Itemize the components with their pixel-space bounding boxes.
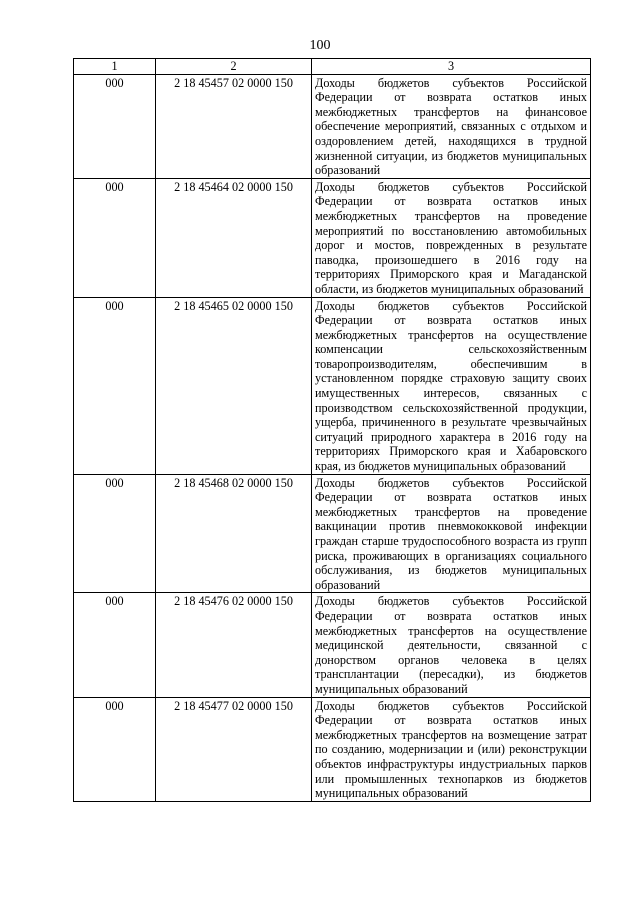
description-cell: Доходы бюджетов субъектов Российской Федерации от возврата остатков иных межбюджетных трансфертов на проведение мероприятий по восстановлению автомобильных дорог и мостов, поврежденных в результате паводка, произошедшего в 2016 году на территориях Приморского края и Магаданской области, из бюджетов муниципальных образований <box>312 178 591 297</box>
column-header-2: 2 <box>156 59 312 75</box>
description-cell: Доходы бюджетов субъектов Российской Федерации от возврата остатков иных межбюджетных трансфертов на осуществление компенсации сельскохозяйственным товаропроизводителям, обеспечившим в установленном порядке страховую защиту своих имущественных интересов, связанных с производством сельскохозяйственной продукции, ущерба, причиненного в результате чрезвычайных ситуаций природного характера в 2016 году на территориях Приморского края и Хабаровского края, из бюджетов муниципальных образований <box>312 297 591 474</box>
revenue-code-cell: 2 18 45465 02 0000 150 <box>156 297 312 474</box>
table-row <box>74 697 591 801</box>
budget-revenue-table <box>73 58 591 802</box>
column-header-3: 3 <box>312 59 591 75</box>
table-row <box>74 178 591 297</box>
description-cell: Доходы бюджетов субъектов Российской Федерации от возврата остатков иных межбюджетных трансфертов на финансовое обеспечение мероприятий, связанных с отдыхом и оздоровлением детей, находящихся в трудной жизненной ситуации, из бюджетов муниципальных образований <box>312 74 591 178</box>
admin-code-cell: 000 <box>74 74 156 178</box>
revenue-code-cell: 2 18 45476 02 0000 150 <box>156 593 312 697</box>
table-row <box>74 74 591 178</box>
revenue-code-cell: 2 18 45477 02 0000 150 <box>156 697 312 801</box>
admin-code-cell: 000 <box>74 697 156 801</box>
revenue-code-cell: 2 18 45457 02 0000 150 <box>156 74 312 178</box>
description-cell: Доходы бюджетов субъектов Российской Федерации от возврата остатков иных межбюджетных трансфертов на осуществление медицинской деятельности, связанной с донорством органов человека в целях трансплантации (пересадки), из бюджетов муниципальных образований <box>312 593 591 697</box>
table-header-row <box>74 59 591 75</box>
admin-code-cell: 000 <box>74 178 156 297</box>
table-row <box>74 593 591 697</box>
table-row <box>74 474 591 593</box>
revenue-code-cell: 2 18 45468 02 0000 150 <box>156 474 312 593</box>
table-row <box>74 297 591 474</box>
description-cell: Доходы бюджетов субъектов Российской Федерации от возврата остатков иных межбюджетных трансфертов на возмещение затрат по созданию, модернизации и (или) реконструкции объектов инфраструктуры индустриальных парков или промышленных технопарков из бюджетов муниципальных образований <box>312 697 591 801</box>
admin-code-cell: 000 <box>74 474 156 593</box>
description-cell: Доходы бюджетов субъектов Российской Федерации от возврата остатков иных межбюджетных трансфертов на проведение вакцинации против пневмококковой инфекции граждан старше трудоспособного возраста из групп риска, проживающих в организациях социального обслуживания, из бюджетов муниципальных образований <box>312 474 591 593</box>
column-header-1: 1 <box>74 59 156 75</box>
admin-code-cell: 000 <box>74 297 156 474</box>
page-number: 100 <box>309 38 331 53</box>
revenue-code-cell: 2 18 45464 02 0000 150 <box>156 178 312 297</box>
admin-code-cell: 000 <box>74 593 156 697</box>
